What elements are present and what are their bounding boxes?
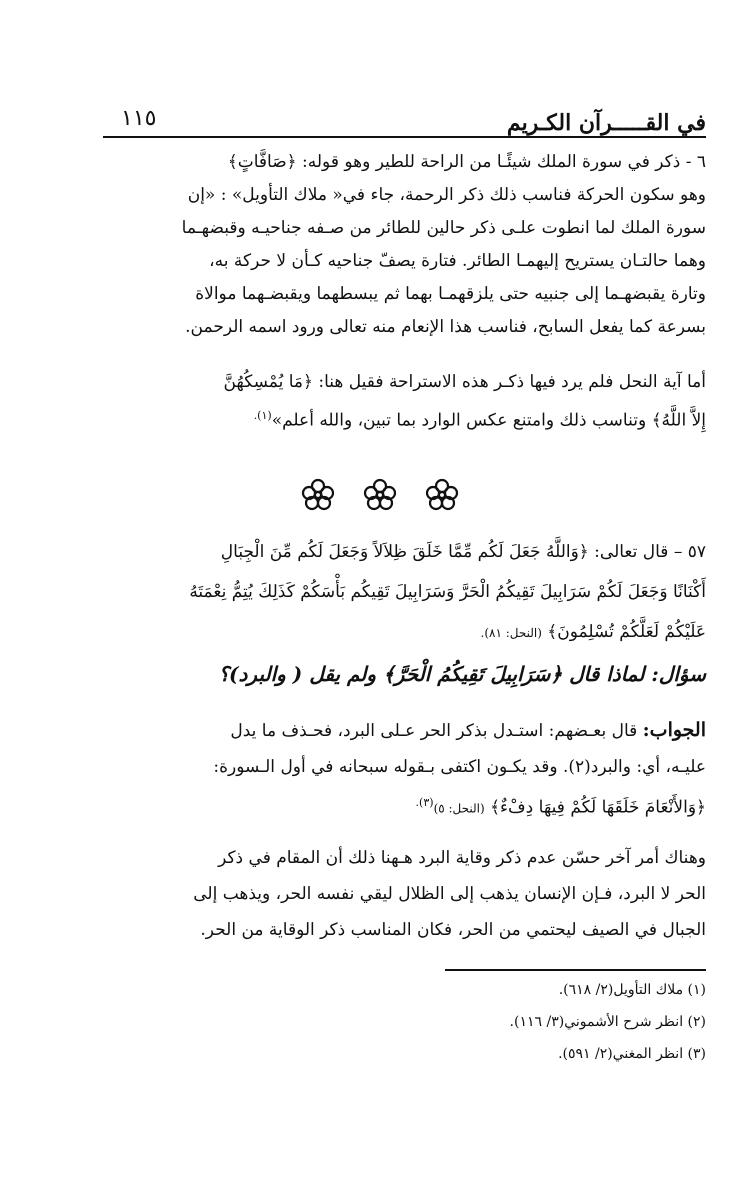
text-run: قال بعـضهم: استـدل بذكر الحر عـلى البرد، فحـذف ما يدل [230, 721, 638, 741]
paragraph-saffat [100, 146, 706, 344]
verse-citation: (النحل: ٨١). [480, 626, 542, 640]
answer-paragraph [100, 712, 706, 827]
text-line: وتارة يقبضهـما إلى جنبيه حتى يلزقهمـا بهما ثم يبسطهما ويقبضـهما موالاة [195, 284, 706, 304]
verse-line: أَكْنَانًا وَجَعَلَ لَكُمْ سَرَابِيلَ تَقِيكُمُ الْحَرَّ وَسَرَابِيلَ تَقِيكُم بَأْسَكُمْ كَذَلِكَ يُتِمُّ نِعْمَتَهُ [189, 582, 706, 602]
paragraph-heat [100, 840, 706, 948]
paragraph-nahl [100, 366, 706, 438]
flower-ornament-icon [362, 478, 398, 512]
footnote-ref: (١). [253, 409, 272, 422]
page-header [103, 104, 706, 136]
answer-label: الجواب: [642, 719, 706, 741]
text-line: وهما حالتـان يستريح إليهمـا الطائر. فتارة يصفّ جناحيه كـأن لا حركة به، [209, 251, 706, 271]
text-line: الجبال في الصيف ليحتمي من الحر، فكان المناسب ذكر الوقاية من الحر. [200, 920, 706, 940]
footnote-rule [445, 969, 706, 971]
verse-text: ﴿وَالأَنْعَامَ خَلَقَهَا لَكُمْ فِيهَا دِفْءٌ﴾ [490, 797, 706, 818]
footnote: (٢) انظر شرح الأشموني(٣/ ١١٦). [509, 1014, 706, 1030]
verse-paragraph [100, 532, 706, 653]
footnote: (٣) انظر المغني(٢/ ٥٩١). [558, 1046, 706, 1062]
text-line: وهناك أمر آخر حسّن عدم ذكر وقاية البرد هـهنا ذلك أن المقام في ذكر [218, 848, 706, 868]
flower-ornament-icon [424, 478, 460, 512]
text-run: إِلاَّ اللَّهُ﴾ وتناسب ذلك وامتنع عكس الوارد بما تبين، والله أعلم» [271, 410, 706, 431]
verse-text: عَلَيْكُمْ لَعَلَّكُمْ تُسْلِمُونَ﴾ [547, 622, 706, 642]
verse-line [100, 612, 706, 653]
section-divider [300, 478, 460, 512]
text-line: ٦ - ذكر في سورة الملك شيئًـا من الراحة للطير وهو قوله: ﴿صَافَّاتٍ﴾ [227, 152, 706, 172]
text-line: أما آية النحل فلم يرد فيها ذكـر هذه الاستراحة فقيل هنا: ﴿مَا يُمْسِكُهُنَّ [223, 372, 706, 392]
text-line [100, 712, 706, 749]
text-line: الحر لا البرد، فـإن الإنسان يذهب إلى الظلال ليقي نفسه الحر، ويذهب إلى [193, 884, 706, 904]
flower-ornament-icon [300, 478, 336, 512]
text-line [100, 399, 706, 438]
verse-line: ٥٧ – قال تعالى: ﴿وَاللَّهُ جَعَلَ لَكُم مِّمَّا خَلَقَ ظِلاَلاً وَجَعَلَ لَكُم مِّنَ الْجِبَالِ [220, 542, 706, 562]
page-number: ١١٥ [121, 106, 157, 131]
text-line: سورة الملك لما انطوت علـى ذكر حالين للطائر من صـفه جناحيـه وقبضهـما [181, 218, 706, 238]
text-line: بسرعة كما يفعل السابح، فناسب هذا الإنعام منه تعالى ورود اسمه الرحمن. [185, 317, 706, 337]
text-line: عليـه، أي: والبرد(٢). وقد يكـون اكتفى بـقوله سبحانه في أول الـسورة: [213, 757, 706, 777]
text-line: وهو سكون الحركة فناسب ذلك ذكر الرحمة، جاء في« ملاك التأويل» : «إن [187, 185, 706, 205]
question-heading: سؤال: لماذا قال ﴿سَرَابِيلَ تَقِيكُمُ الْحَرَّ﴾ ولم يقل ( والبرد)؟ [218, 662, 706, 686]
footnote: (١) ملاك التأويل(٢/ ٦١٨). [558, 982, 706, 998]
running-title: في القـــــرآن الكـريم [506, 110, 706, 136]
verse-citation: (النحل: ٥) [433, 801, 485, 816]
footnote-ref: (٣). [415, 796, 434, 809]
header-rule [103, 136, 706, 138]
text-line [100, 785, 706, 827]
